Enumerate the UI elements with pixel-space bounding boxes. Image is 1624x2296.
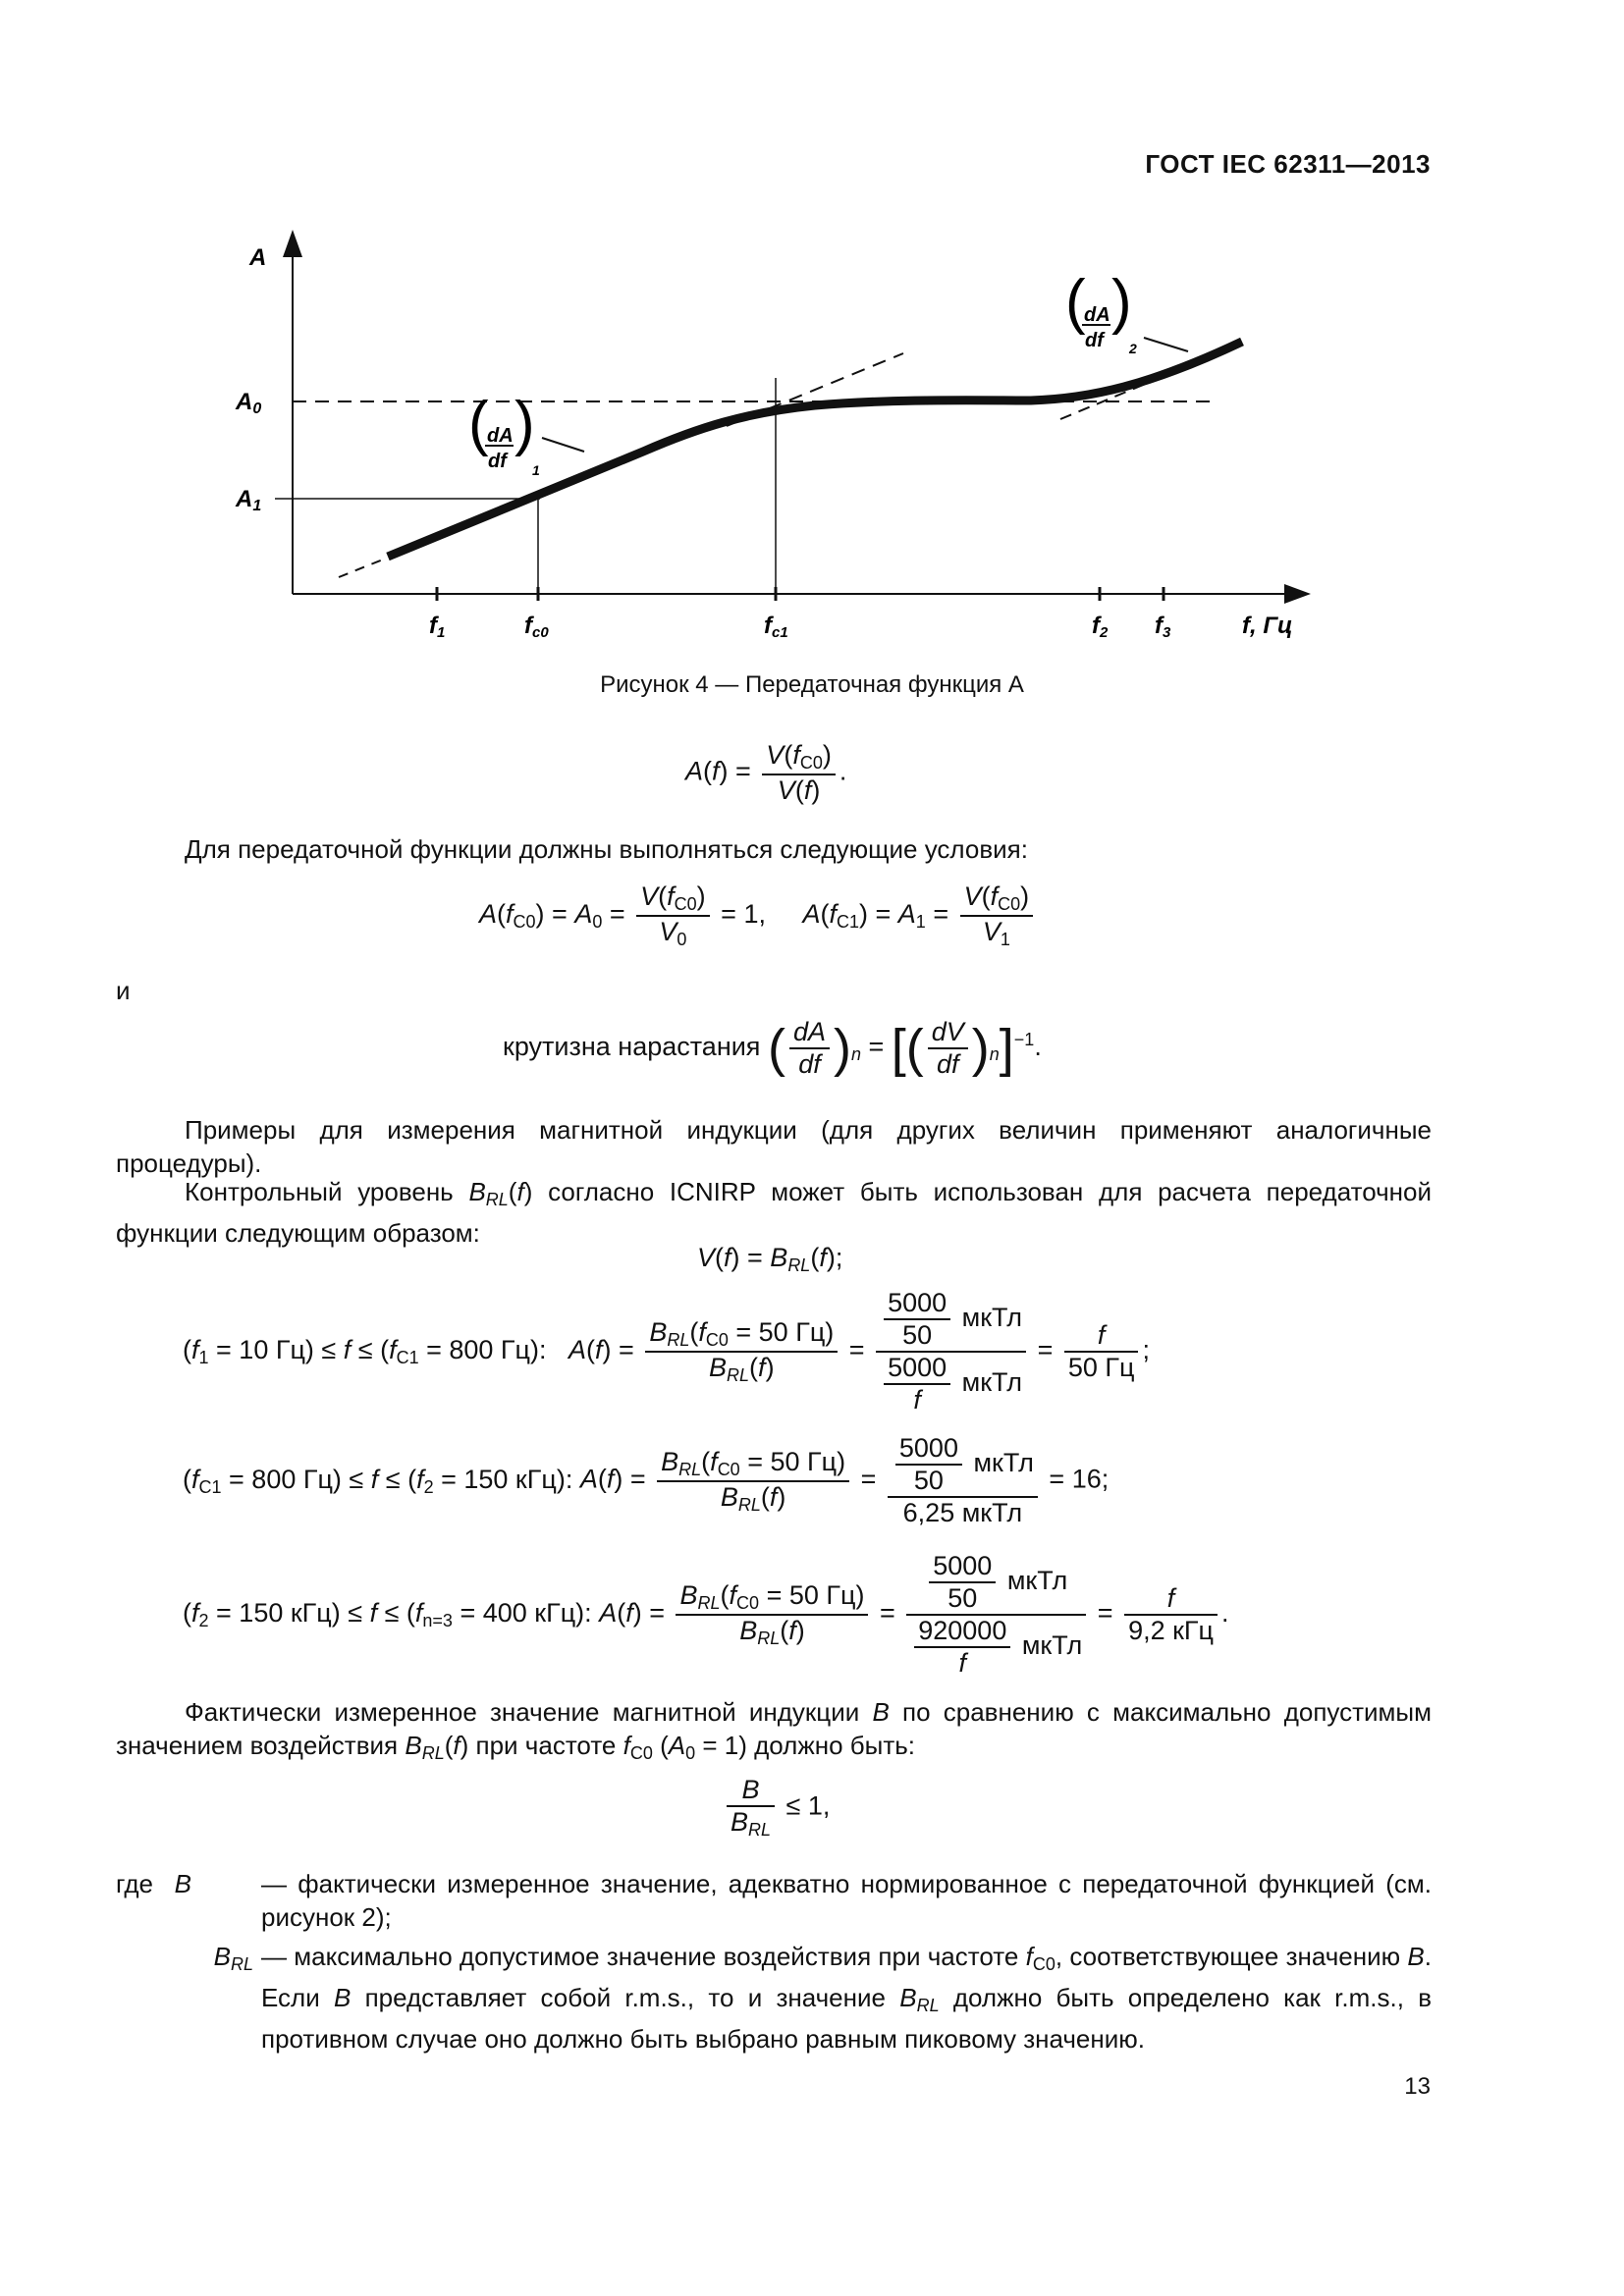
svg-text:df: df bbox=[488, 451, 507, 472]
control-level-paragraph: Контрольный уровень $B_{RL}(f)$ согласно ICNIRP может быть использован для расчета передаточной функции следующим образом: bbox=[116, 1177, 1432, 1248]
transfer-function-figure bbox=[147, 216, 1326, 667]
tick-label-fc0: fc0 bbox=[524, 613, 549, 641]
figure-caption: Рисунок 4 — Передаточная функция A bbox=[600, 671, 1024, 698]
equation-slope: крутизна нарастания ( $\frac{dA}{df}$ )$_n$ = [( $\frac{dV}{df}$ )$_n]^{-1}$. bbox=[503, 1017, 1042, 1079]
definitions-list bbox=[116, 1867, 1432, 2061]
examples-paragraph: Примеры для измерения магнитной индукции (для других величин применяют аналогичные процедуры). bbox=[116, 1115, 1432, 1178]
svg-text:dA: dA bbox=[487, 425, 514, 447]
equation-range3: ($f_2 = 150$ $кГц) \le f \le (f_{n=3} = 400$ кГц): A(f) = $\frac{B_{RL}(f_{C0} = 50 Гц)}{B_{RL}(f)}$ = $\frac{5000}{50}$ мкТл $\frac{920000}{f}$ мкТл = $\frac{f}{\text{9,2 кГц}}$ . bbox=[183, 1551, 1229, 1678]
svg-text:df: df bbox=[1085, 330, 1104, 351]
equation-transfer: A(f) = $\frac{V(f_{C0})}{V(f)}$ . bbox=[685, 740, 847, 805]
definition-b: где B — фактически измеренное значение, адекватно нормированное с передаточной функцией (см. рисунок 2); bbox=[116, 1869, 1432, 1932]
svg-text:dA: dA bbox=[1084, 304, 1110, 326]
svg-text:(: ( bbox=[468, 390, 489, 457]
slope2-leader bbox=[1144, 338, 1188, 351]
y-axis-label: A bbox=[249, 244, 267, 271]
conditions-intro: Для передаточной функции должны выполняться следующие условия: bbox=[185, 834, 1028, 864]
svg-text:): ) bbox=[1111, 268, 1132, 336]
equation-conditions: $A(f_{C0}) = A_0$ = $\frac{V(f_{C0})}{V_0}$ = 1, $A(f_{C1}) = A_1$ = $\frac{V(f_{C0})}{V_1}$ bbox=[479, 881, 1037, 950]
tick-label-fc1: fc1 bbox=[764, 613, 788, 641]
equation-ratio: $\frac{B}{B_{RL}}$ ≤ 1, bbox=[723, 1775, 830, 1841]
svg-text:2: 2 bbox=[1129, 341, 1137, 356]
svg-text:): ) bbox=[514, 390, 535, 457]
label-a0: A0 bbox=[236, 389, 262, 417]
equation-range2: ($f_{C1} = 800$ $Гц) \le f \le (f_2 = 150$ кГц): A(f) = $\frac{B_{RL}(f_{C0} = 50 Гц)}{B_{RL}(f)}$ = $\frac{5000}{50}$ мкТл 6,25 мкТл = 16; bbox=[183, 1433, 1110, 1527]
tick-label-f2: f2 bbox=[1092, 613, 1109, 641]
tangent-left-dashed bbox=[339, 558, 388, 577]
svg-text:(: ( bbox=[1065, 268, 1086, 336]
definition-brl: $B_{RL}$ — максимально допустимое значение воздействия при частоте $f_{C0}$, соответствующее значению B. Если B представляет собой r.m.s., то и значение $B_{RL}$ должно быть определено как r.m.s., в противном случае оно должно быть выбрано равным пиковому значению. bbox=[213, 1942, 1433, 2054]
x-axis-arrow bbox=[1284, 584, 1311, 604]
slope1-label bbox=[468, 390, 540, 478]
tick-label-f1: f1 bbox=[429, 613, 446, 641]
tick-label-f3: f3 bbox=[1155, 613, 1171, 641]
actual-value-paragraph: Фактически измеренное значение магнитной индукции B по сравнению с максимально допустимым значением воздействия $B_{RL}(f)$ при частоте $f_{C0}$ $(A_0 = 1)$ должно быть: bbox=[116, 1697, 1432, 1763]
conjunction-and: и bbox=[116, 976, 131, 1005]
svg-text:1: 1 bbox=[532, 462, 540, 478]
document-header: ГОСТ IEC 62311—2013 bbox=[1145, 149, 1431, 179]
slope1-leader bbox=[542, 438, 584, 452]
x-axis-label: f, Гц bbox=[1242, 613, 1293, 639]
y-axis-arrow bbox=[283, 230, 302, 257]
label-a1: A1 bbox=[236, 486, 262, 514]
slope2-label bbox=[1065, 268, 1137, 356]
page-number: 13 bbox=[1404, 2073, 1431, 2100]
equation-range1: ($f_1 = 10$ $Гц) \le f \le (f_{C1} = 800$ Гц): A(f) = $\frac{B_{RL}(f_{C0} = 50 Гц)}{B_{RL}(f)}$ = $\frac{5000}{50}$ мкТл $\frac{5000}{f}$ мкТл = $\frac{f}{50 Гц}$ ; bbox=[183, 1288, 1150, 1415]
equation-vf: $V(f) = B_{RL}(f)$; bbox=[697, 1243, 843, 1275]
